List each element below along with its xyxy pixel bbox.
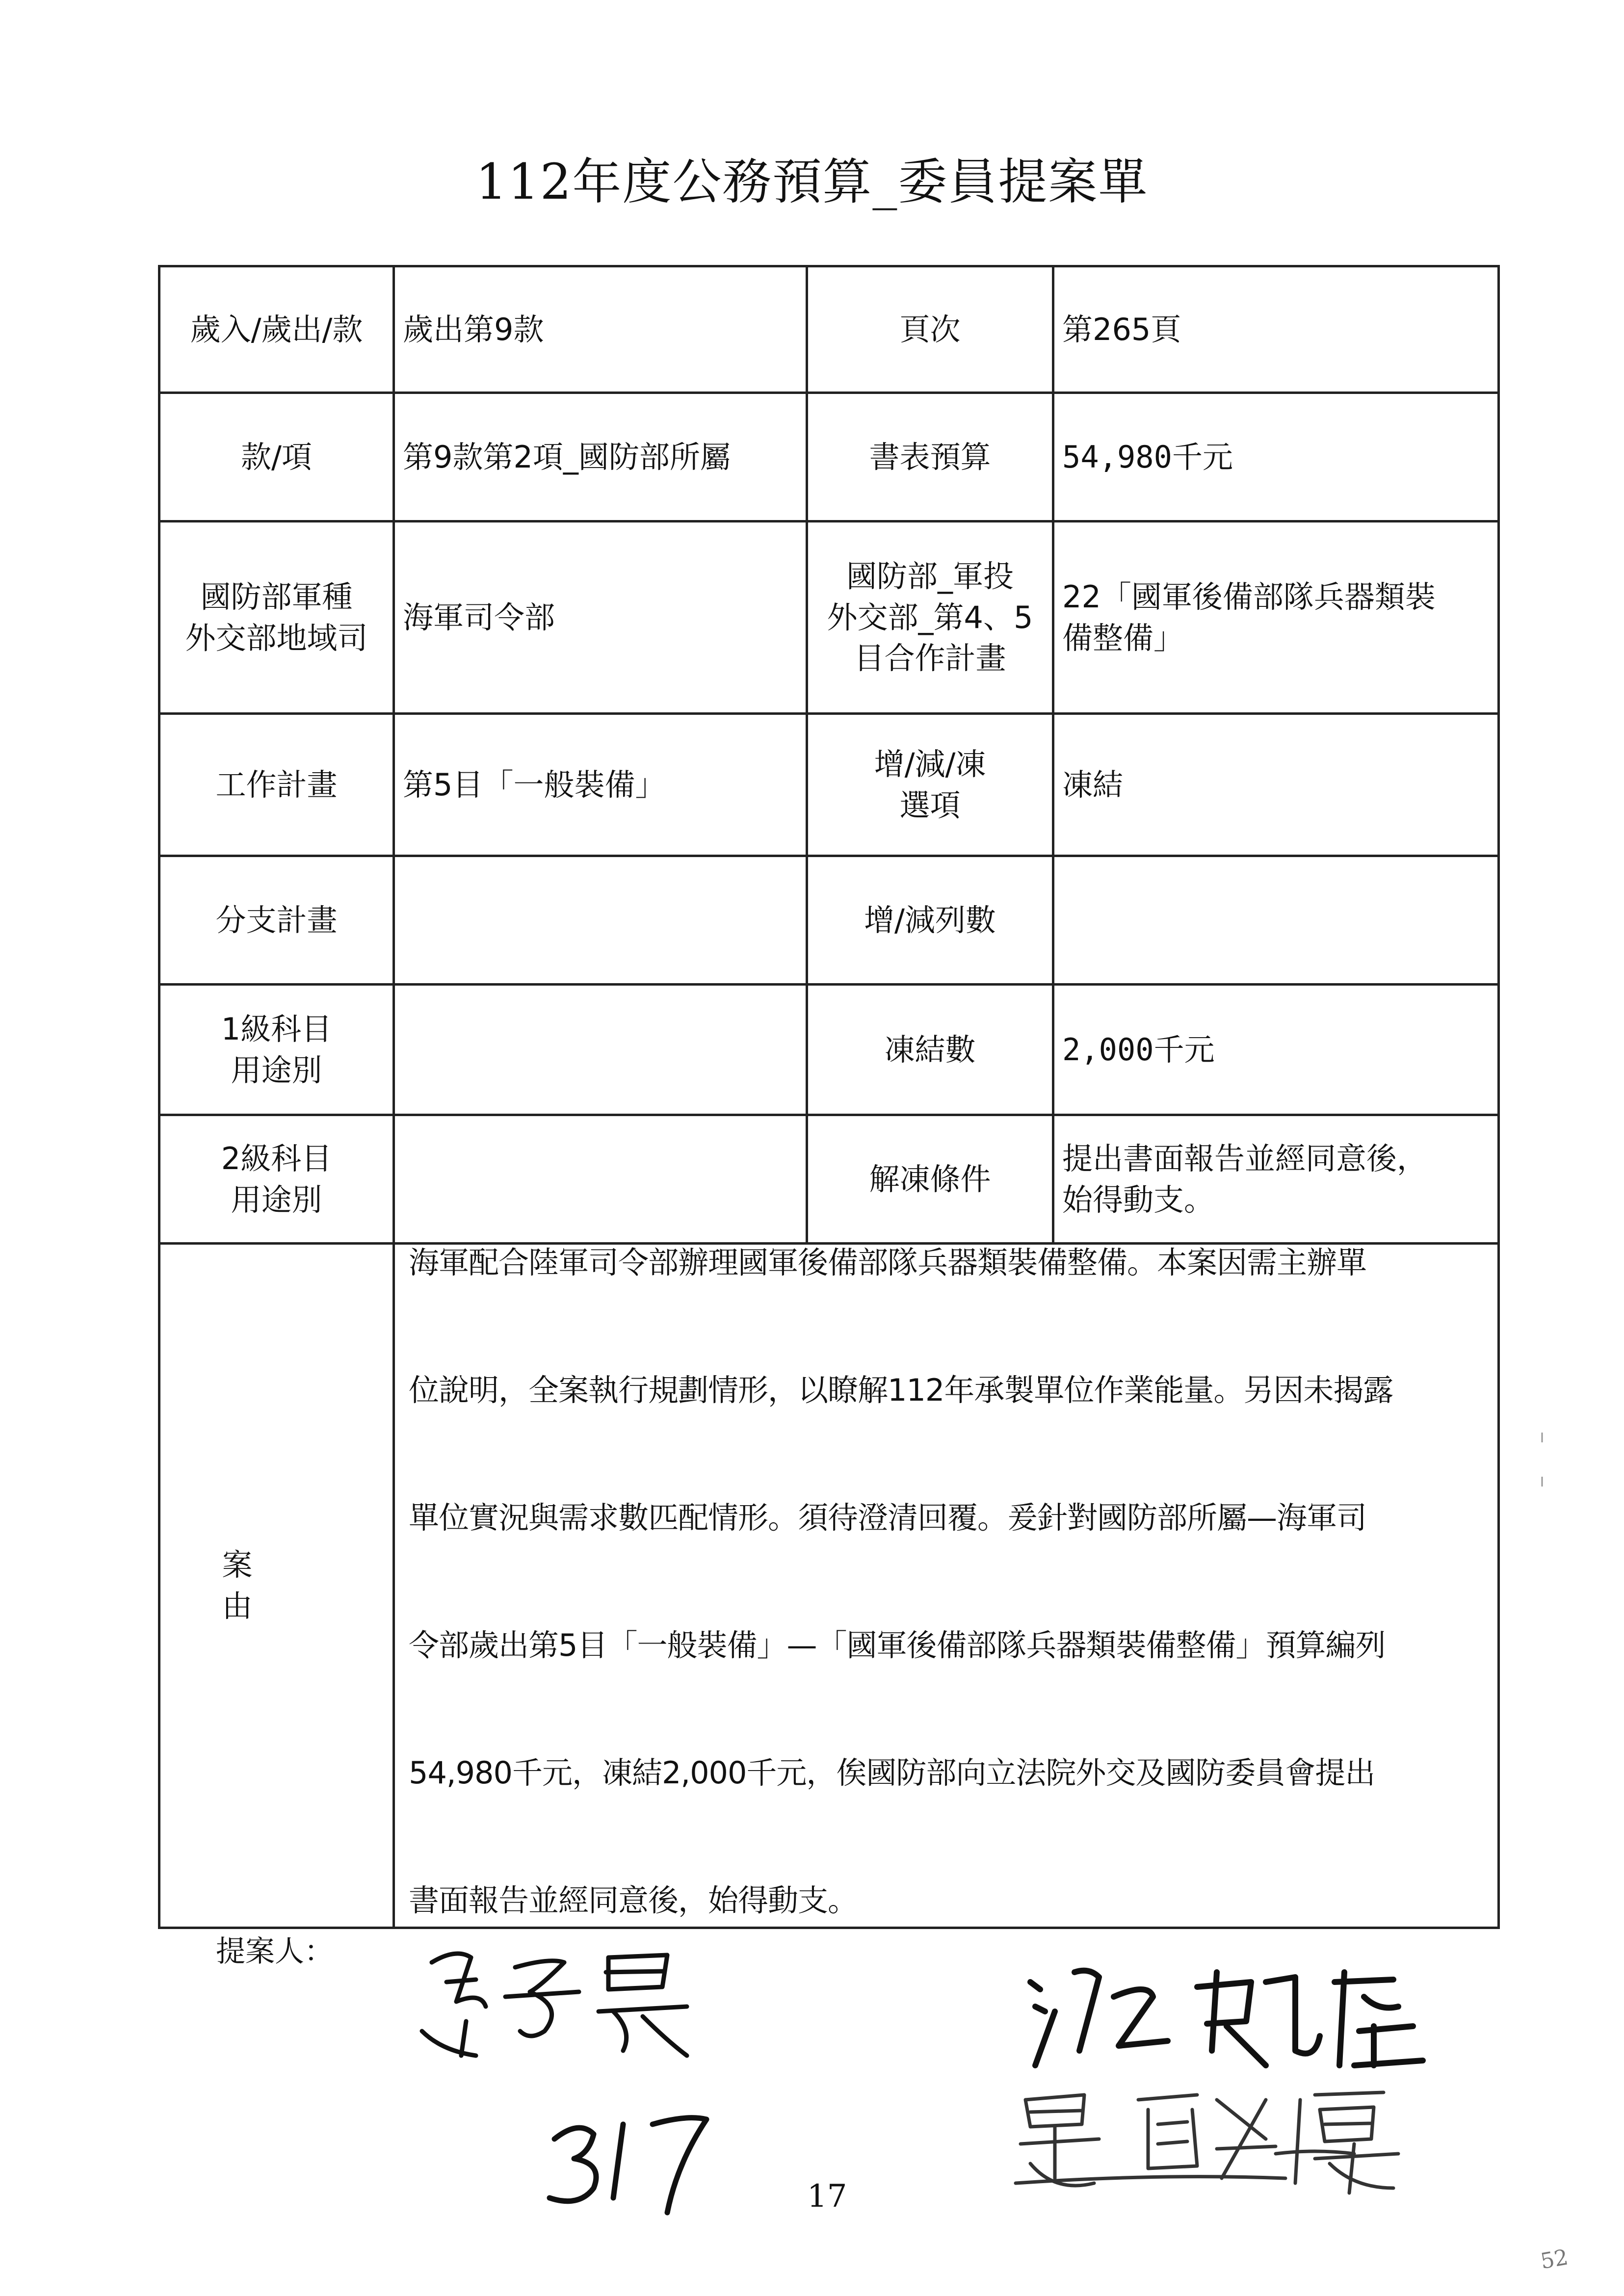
form-row-branch-plan [159, 856, 1499, 985]
value-plan [1053, 522, 1499, 714]
label-adjust-option [807, 714, 1053, 856]
reason-line: 令部歲出第5目「一般裝備」—「國軍後備部隊兵器類裝備整備」預算編列 [409, 1627, 1386, 1663]
value-work-plan: 第5目「一般裝備」 [394, 714, 807, 856]
document-title: 112年度公務預算_委員提案單 [475, 153, 1149, 210]
value-level1-subject [394, 985, 807, 1115]
label-level1-line: 1級科目 [221, 1011, 332, 1047]
value-item: 第9款第2項_國防部所屬 [394, 393, 807, 522]
label-level2-line: 用途別 [231, 1181, 322, 1218]
value-unit: 海軍司令部 [394, 522, 807, 714]
value-unfreeze-line: 提出書面報告並經同意後， [1062, 1140, 1428, 1176]
value-statement-budget: 54,980千元 [1053, 393, 1499, 522]
label-unit-line: 國防部軍種 [200, 578, 353, 615]
reason-line: 單位實況與需求數匹配情形。須待澄清回覆。爰針對國防部所屬—海軍司 [409, 1500, 1367, 1536]
form-row-budget-type [159, 266, 1499, 393]
label-plan-line: 外交部_第4、5 [827, 599, 1033, 635]
value-plan-line: 22「國軍後備部隊兵器類裝 [1062, 578, 1436, 615]
corner-mark: 52 [1538, 2244, 1571, 2274]
label-level1-subject [159, 985, 394, 1115]
value-unfreeze-condition [1053, 1115, 1499, 1244]
handwritten-signature-2 [1021, 1953, 1462, 2080]
value-reason [394, 1244, 1499, 1928]
reason-line: 位說明，全案執行規劃情形，以瞭解112年承製單位作業能量。另因未揭露 [409, 1372, 1393, 1408]
label-adjust-option-line: 選項 [899, 787, 961, 823]
label-adjust-amount: 增/減列數 [807, 856, 1053, 985]
handwritten-signature-3 [1011, 2080, 1433, 2198]
scan-mark [1541, 1433, 1544, 1491]
form-row-level2-subject [159, 1115, 1499, 1244]
label-level1-line: 用途別 [231, 1052, 322, 1088]
value-level2-subject [394, 1115, 807, 1244]
label-plan [807, 522, 1053, 714]
value-budget-type: 歲出第9款 [394, 266, 807, 393]
label-plan-line: 目合作計畫 [854, 640, 1006, 677]
value-plan-line: 備整備」 [1062, 620, 1184, 656]
label-branch-plan: 分支計畫 [159, 856, 394, 985]
label-unit [159, 522, 394, 714]
label-plan-line: 國防部_軍投 [846, 558, 1014, 594]
label-unit-line: 外交部地域司 [185, 620, 368, 656]
form-row-work-plan [159, 714, 1499, 856]
reason-line: 海軍配合陸軍司令部辦理國軍後備部隊兵器類裝備整備。本案因需主辦單 [409, 1245, 1367, 1280]
value-page: 第265頁 [1053, 266, 1499, 393]
label-item: 款/項 [159, 393, 394, 522]
proposal-form-table [158, 265, 1500, 1929]
value-freeze-amount: 2,000千元 [1053, 985, 1499, 1115]
reason-line: 54,980千元，凍結2,000千元，俟國防部向立法院外交及國防委員會提出 [409, 1755, 1375, 1791]
label-work-plan: 工作計畫 [159, 714, 394, 856]
label-unfreeze-condition: 解凍條件 [807, 1115, 1053, 1244]
form-row-item [159, 393, 1499, 522]
value-adjust-amount [1053, 856, 1499, 985]
reason-line: 書面報告並經同意後，始得動支。 [409, 1882, 858, 1918]
label-budget-type: 歲入/歲出/款 [159, 266, 394, 393]
value-adjust-option: 凍結 [1053, 714, 1499, 856]
form-row-level1-subject [159, 985, 1499, 1115]
label-level2-line: 2級科目 [221, 1140, 332, 1176]
handwritten-signature-1 [412, 1933, 716, 2080]
value-branch-plan [394, 856, 807, 985]
label-freeze-amount: 凍結數 [807, 985, 1053, 1115]
label-reason: 案由 [159, 1244, 394, 1928]
label-adjust-option-line: 增/減/凍 [874, 746, 986, 782]
page-number: 17 [807, 2178, 847, 2215]
form-row-unit [159, 522, 1499, 714]
label-statement-budget: 書表預算 [807, 393, 1053, 522]
label-level2-subject [159, 1115, 394, 1244]
form-row-reason [159, 1244, 1499, 1928]
label-page: 頁次 [807, 266, 1053, 393]
proposer-label: 提案人： [216, 1934, 334, 1969]
value-unfreeze-line: 始得動支。 [1062, 1181, 1215, 1218]
